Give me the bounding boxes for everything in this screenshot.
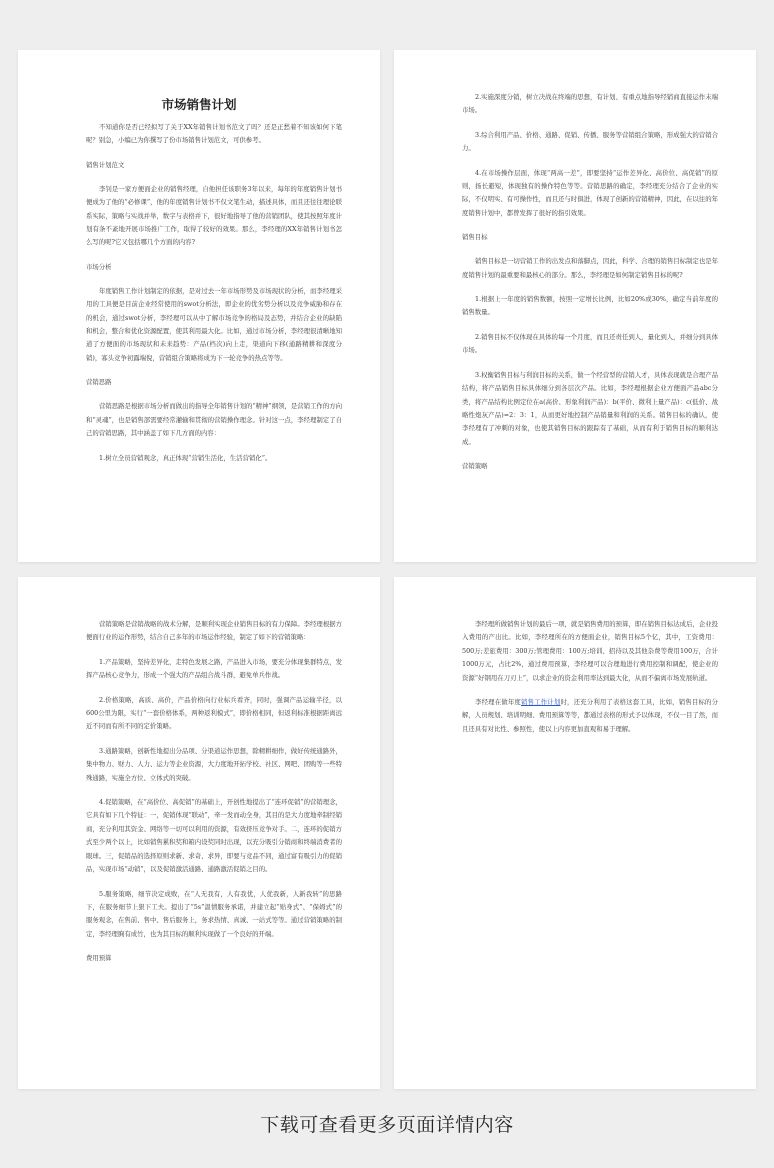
paragraph: 1.根据上一年度的销售数额，按照一定增长比例，比如20%或30%，确定当前年度的销售数量。 bbox=[462, 295, 718, 317]
paragraph: 营销思路是根据市场分析而做出的指导全年销售计划的“精神”纲领，是营销工作的方向和“灵魂”，也是销售部需要经常灌输和贯彻的营销操作理念。针对这一点，李经理制定了自己的营销思路，其中涵盖了如下几方面的内容： bbox=[86, 402, 342, 438]
paragraph-text: 时，还充分利用了表格这套工具，比如，销售目标的分解，人员规划、培训明细、费用预算等等，都通过表格的形式予以体现，不仅一目了然，而且还具有对比性、参照性，使以上内容更加直观和易于理解。 bbox=[462, 698, 719, 733]
paragraph: 不知道你是否已经拟写了关于XX年销售计划书范文了吗？还是正愁着不知该如何下笔呢？别急，小编已为你撰写了份市场销售计划范文，可供参考。 bbox=[86, 123, 342, 145]
paragraph: 年度销售工作计划制定的依据，是对过去一年市场形势及市场现状的分析，而李经理采用的工具便是目前企业经常使用的swot分析法，即企业的优劣势分析以及竞争威胁和存在的机会，通过swot分析，李经理可以从中了解市场竞争的格局及态势，并结合企业的缺陷和机会，整合和优化资源配置，使其利用最大化。比如，通过市场分析，李经理很清晰地知道了方便面的市场现状和未来趋势：产品(档次)向上走，渠道向下移(通路精耕和深度分销)，寡头竞争初露端倪，营销组合策略将成为下一轮竞争的热点等等。 bbox=[86, 286, 342, 362]
paragraph: 5.服务策略，细节决定成败，在“人无我有，人有我优，人优我新，人新我转”的思路下，在服务细节上狠下工夫。提出了“5s”温情服务承诺，并建立起“贴身式”、“保姆式”的服务观念，在售前、售中、售后服务上，务求热情、真诚、一站式等等。通过营销策略的制定，李经理胸有成竹，也为其目标的顺利实现做了一个良好的开端。 bbox=[86, 889, 342, 938]
paragraph: 3.综合利用产品、价格、通路、促销、传播、服务等营销组合策略，形成强大的营销合力。 bbox=[462, 130, 718, 153]
page-2-body bbox=[462, 91, 718, 473]
paragraph: 2.价格策略，高质、高价，产品价格向行业标兵看齐，同时，强调产品运输半径，以600公里为限，实行“一套价格体系，两种返利模式”，即价格相同，但返利标准根据距离远近不同而有所不同的定价策略。 bbox=[86, 695, 342, 731]
paragraph bbox=[462, 696, 718, 736]
section-heading: 费用预算 bbox=[86, 954, 112, 963]
paragraph: 1.产品策略，坚持差异化，走特色发展之路，产品进入市场，要充分体现集群特点，发挥产品核心竞争力，形成一个强大的产品组合战斗群，避免单兵作战。 bbox=[86, 657, 342, 680]
download-more-note[interactable]: 下载可查看更多页面详情内容 bbox=[260, 1114, 514, 1136]
document-page-4 bbox=[394, 577, 756, 1089]
paragraph: 李钊是一家方便面企业的销售经理，自他担任该职务3年以来，每年的年度销售计划书便成为了他的“必修课”，他的年度销售计划书不仅文笔生动，描述具体，而且还往往理论联系实际，策略与实战并举，数字与表格并下，很好地指导了他的营销团队，使其按照年度计划有条不紊地开展市场推广工作，取得了较好的效果。那么，李经理的XX年销售计划书怎么写的呢?它又包括哪几个方面的内容? bbox=[86, 184, 342, 247]
page-1-body bbox=[86, 121, 342, 465]
inline-link[interactable]: 销售工作计划 bbox=[521, 698, 561, 707]
paragraph: 销售目标是一切营销工作的出发点和落脚点，因此，科学、合理的销售目标制定也是年度销售计划的最重要和最核心的部分。那么，李经理是如何制定销售目标的呢? bbox=[462, 257, 718, 279]
paragraph: 4.促销策略，在“高价位、高促销”的基础上，开创性地提出了“连环促销”的营销理念，它具有如下几个特征：一，促销体现“联动”，牵一发而动全身，其目的是大力度地牵制经销商，充分利用其资金、网络等一切可以利用的资源，有效挤压竞争对手。二，连环的促销方式至少两个以上，比如销售累积奖和箱内设奖同时出现，以充分吸引分销商和终端消费者的眼球。三，促销品的选择原则求新、求奇、求异，即要与竞品不同，通过富有吸引力的促销品，实现市场“动销”，以及促销激活通路、通路激活促销之目的。 bbox=[86, 798, 342, 874]
document-page-3 bbox=[18, 577, 380, 1089]
paragraph: 营销策略是营销战略的战术分解，是顺利实现企业销售目标的有力保障。李经理根据方便面行业的运作形势，结合自己多年的市场运作经验，制定了如下的营销策略： bbox=[86, 620, 342, 642]
section-heading: 市场分析 bbox=[86, 262, 112, 271]
paragraph: 3.权衡销售目标与利润目标的关系，做一个经营型的营销人才，具体表现就是合理产品结构，将产品销售目标具体细分到各层次产品。比如，李经理根据企业方便面产品abc分类，将产品结构比例定位在a(高价、形象利润产品)：b(平价、微利上量产品)：c(低价、战略性炮灰产品)=2：3：1，从而更好地控制产品销量和利润的关系。销售目标的确认，使李经理有了冲刺的对象，也使其销售目标的跟踪有了基础，从而有利于销售目标的顺利达成。 bbox=[462, 370, 718, 446]
paragraph: 3.通路策略，创新性地提出分品项、分渠道运作思想，除精耕细作，做好传统通路外，集中物力、财力、人力、运力等企业资源，大力度地开拓学校、社区、网吧、团购等一些特殊通路，实施全方位、立体式的突破。 bbox=[86, 746, 342, 782]
section-heading: 营销思路 bbox=[86, 378, 112, 387]
section-heading: 销售目标 bbox=[462, 233, 488, 242]
paragraph: 4.在市场操作层面，体现“两高一差”，即要坚持“运作差异化、高价位、高促销”的原则，扬长避短，体现独有的操作特色等等。营销思路的确定，李经理充分结合了企业的实际，不仅明实、有可操作性，而且还与时俱进，体现了创新的营销精神，因此，在以往的年度销售计划中，都曾发挥了很好的指引效果。 bbox=[462, 168, 718, 217]
paragraph: 2.销售目标不仅体现在具体的每一个月度，而且还责任到人，量化到人，并细分到具体市场。 bbox=[462, 332, 718, 355]
paragraph: 李经理所做销售计划的最后一项，就是销售费用的预算，即在销售目标达成后，企业投入费用的产出比。比如，李经理所在的方便面企业，销售目标5个亿，其中，工资费用：500万;差旅费用：300万;管理费用：100万;培训、招待以及其他杂费等费用100万，合计1000万元，占比2%，通过费用预算，李经理可以合理地进行费用控制和调配，使企业的资源“好钢用在刀刃上”，以求企业的资金利用率达到最大化，从而不偏离市场发展轨道。 bbox=[462, 620, 718, 682]
paragraph: 1.树立全员营销观念，真正体现“营销生活化，生活营销化”。 bbox=[99, 453, 272, 462]
paragraph-text: 李经理在做年度 bbox=[475, 698, 522, 707]
page-4-body bbox=[462, 618, 718, 736]
page-3-body bbox=[86, 618, 342, 965]
section-heading: 营销策略 bbox=[462, 462, 488, 471]
document-page-2 bbox=[394, 50, 756, 562]
document-title: 市场销售计划 bbox=[161, 97, 237, 112]
paragraph: 2.实施深度分销，树立决战在终端的思想，有计划、有重点地指导经销商直接运作末端市场。 bbox=[462, 93, 718, 115]
section-heading: 销售计划范文 bbox=[86, 160, 125, 169]
document-page-1 bbox=[18, 50, 380, 562]
